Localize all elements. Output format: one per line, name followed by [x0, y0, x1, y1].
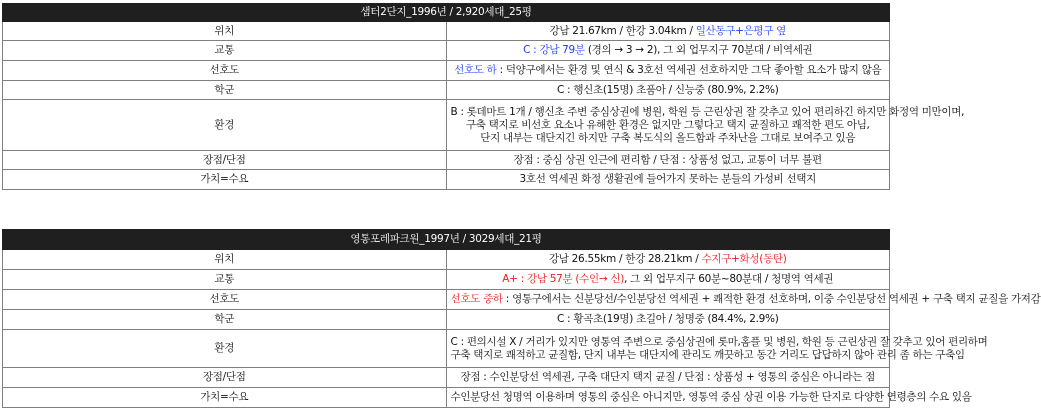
row-key: 장점/단점 [3, 368, 447, 388]
row-value-part: 3호선 역세권 화정 생활권에 들어가지 못하는 분들의 가성비 선택지 [519, 173, 816, 185]
row-value-part: C : 행신초(15명) 초품아 / 신능중 (80.9%, 2.2%) [556, 83, 779, 96]
row-value-demand [3, 170, 890, 190]
row-value-highlight: 일산동구+은평구 옆 [695, 24, 786, 37]
row-key: 가치=수요 [3, 388, 447, 408]
row-pros-cons [3, 151, 890, 170]
row-key: 가치=수요 [3, 170, 447, 190]
row-key: 선호도 [3, 290, 447, 310]
row-value-part: 장점 : 중심 상권 인근에 편리함 / 단점 : 상품성 없고, 교통이 너무 불편 [513, 153, 822, 166]
row-value-part: : 영통구에서는 신분당선/수인분당선 역세권 + 쾌적한 환경 선호하며, 이중 수인분당선 역세권 + 구축 택지 균질을 가져감 [505, 293, 1041, 305]
row-value-part: , 그 외 업무지구 60분~80분대 / 청명역 역세권 [624, 273, 834, 285]
row-value-line: 구축 택지로 비선호 요소나 유해한 환경은 없지만 그렇다고 택지 균질하고 쾌적한 편도 아님, [465, 118, 870, 131]
row-value-line: C : 편의시설 X / 거리가 있지만 영통역 주변으로 중심상권에 롯마,홈플 및 병원, 학원 등 근린상권 잘 갖추고 있어 편리하며 [450, 335, 988, 348]
table-title: 샘터2단지_1996년 / 2,920세대_25평 [3, 4, 890, 22]
row-key: 환경 [3, 100, 447, 151]
row-value [446, 81, 890, 100]
row-value-part: C : 황곡초(19명) 초길아 / 청명중 (84.4%, 2.9%) [556, 313, 779, 325]
row-key: 선호도 [3, 61, 447, 81]
row-preference [3, 61, 890, 81]
row-key: 교통 [3, 41, 447, 61]
row-value [446, 290, 1041, 310]
row-environment [3, 100, 890, 151]
row-value-line: B : 롯데마트 1개 / 행신초 주변 중심상권에 병원, 학원 등 근린상권 잘 갖추고 있어 편리하긴 하지만 화정역 미만이며, [450, 105, 965, 118]
row-key: 위치 [3, 22, 447, 41]
row-key: 위치 [3, 250, 447, 270]
row-key: 장점/단점 [3, 151, 447, 170]
row-value-part: : 덕양구에서는 환경 및 연식 & 3호선 역세권 선호하지만 그닥 좋아할 요소가 많지 않음 [499, 64, 882, 76]
row-value-part: (경의 → 3 → 2), 그 외 업무지구 70분대 / 비역세권 [584, 44, 813, 56]
row-value-highlight: 수지구+화성(동탄) [701, 253, 787, 265]
row-value-highlight: A+ : 강남 57분 (수인→ 신) [502, 273, 624, 285]
row-value [446, 310, 890, 330]
info-table [2, 3, 965, 190]
row-value-part: 장점 : 수인분당선 역세권, 구축 대단지 택지 균질 / 단점 : 상품성 + 영통의 중심은 아니라는 점 [460, 371, 875, 383]
row-key: 학군 [3, 81, 447, 100]
row-value-demand [3, 388, 890, 408]
row-location [3, 250, 890, 270]
row-school [3, 81, 890, 100]
row-value-part: 수인분당선 청명역 이용하며 영통의 중심은 아니지만, 영통역 중심 상권 이용 가능한 단지로 다양한 연령층의 수요 있음 [450, 391, 972, 403]
row-value-part: 강남 26.55km / 한강 28.21km / [548, 253, 702, 265]
row-value-highlight: 선호도 중하 [450, 293, 506, 305]
row-value-highlight: C : 강남 79분 [523, 44, 585, 56]
row-value [446, 250, 890, 270]
row-value [446, 330, 988, 368]
row-value-line: 단지 내부는 대단지긴 하지만 구축 복도식의 올드함과 주차난을 그대로 보여주고 있음 [480, 131, 856, 144]
row-value-highlight: 선호도 하 [454, 64, 500, 76]
row-pros-cons [3, 368, 890, 388]
row-value-part: 강남 21.67km / 한강 3.04km / [549, 24, 696, 37]
row-environment [3, 330, 890, 368]
apartment-table-2 [2, 229, 1041, 408]
row-transport [3, 41, 890, 61]
row-value [446, 100, 965, 151]
apartment-table-1 [2, 3, 965, 190]
row-key: 환경 [3, 330, 447, 368]
row-transport [3, 270, 890, 290]
row-key: 교통 [3, 270, 447, 290]
row-key: 학군 [3, 310, 447, 330]
row-school [3, 310, 890, 330]
row-preference [3, 290, 890, 310]
row-value [446, 151, 890, 170]
row-value [446, 388, 972, 408]
row-value-line: 구축 택지로 쾌적하고 균질함, 단지 내부는 대단지에 관리도 깨끗하고 동간 거리도 답답하지 않아 관리 좀 하는 구축임 [450, 348, 965, 361]
row-value [446, 22, 890, 41]
row-value [446, 41, 890, 61]
table-title: 영통포레파크원_1997년 / 3029세대_21평 [3, 230, 890, 250]
row-value [446, 61, 890, 81]
info-table [2, 229, 1041, 408]
row-value [446, 170, 890, 190]
row-location [3, 22, 890, 41]
row-value [446, 368, 890, 388]
row-value [446, 270, 890, 290]
